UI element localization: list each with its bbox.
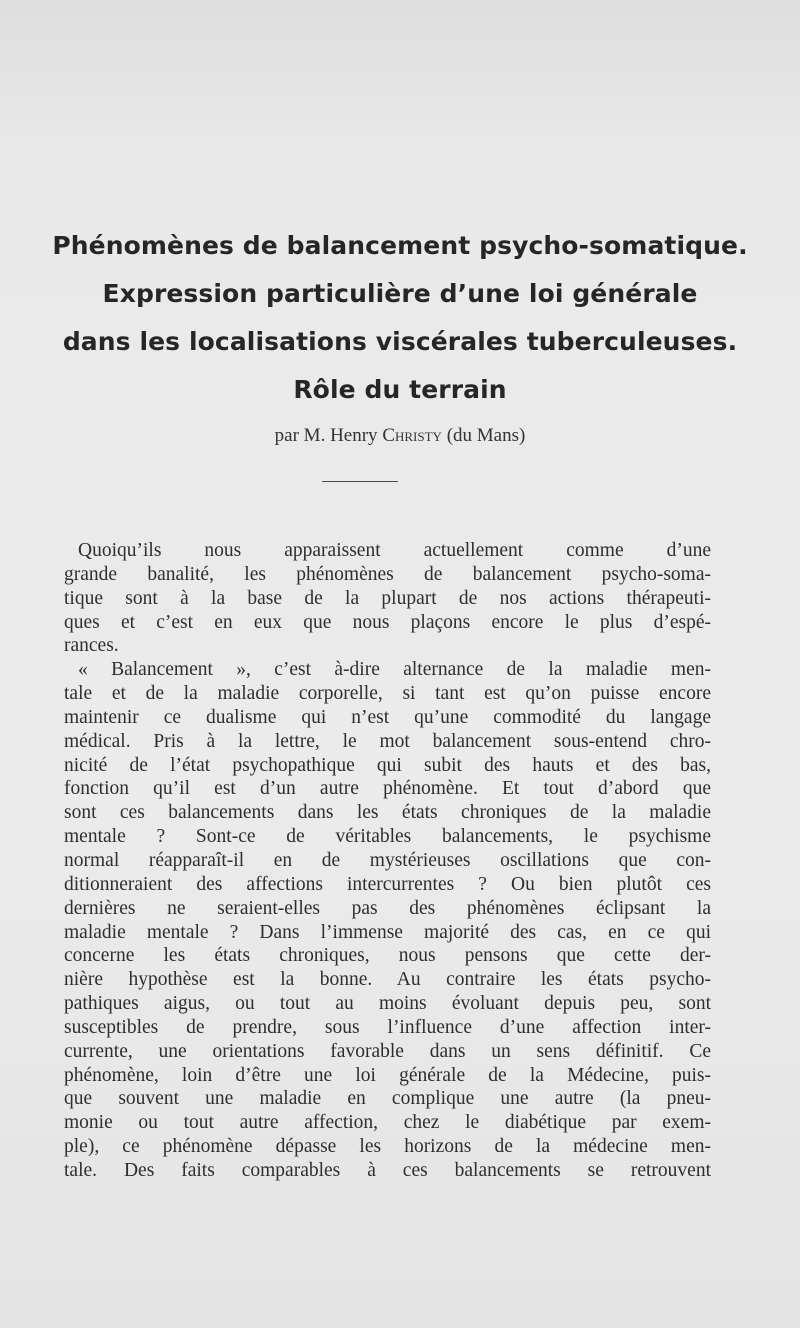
- text-line: que souvent une maladie en complique une autre (la pneu-: [64, 1088, 711, 1110]
- text-line: susceptibles de prendre, sous l’influence d’une affection inter-: [64, 1016, 711, 1038]
- article-body: [64, 539, 711, 1183]
- paragraph: [64, 658, 711, 1183]
- text-line: maintenir ce dualisme qui n’est qu’une commodité du langage: [64, 706, 711, 728]
- title-divider: [322, 481, 398, 482]
- text-line: médical. Pris à la lettre, le mot balancement sous-entend chro-: [64, 730, 711, 752]
- text-line: tale. Des faits comparables à ces balancements se retrouvent: [64, 1159, 711, 1181]
- title-line-1: Phénomènes de balancement psycho-somatique.: [52, 231, 748, 260]
- article-title: [40, 222, 760, 414]
- text-line: maladie mentale ? Dans l’immense majorité des cas, en ce qui: [64, 921, 711, 943]
- text-line: monie ou tout autre affection, chez le diabétique par exem-: [64, 1112, 711, 1134]
- text-line: sont ces balancements dans les états chroniques de la maladie: [64, 802, 711, 824]
- text-line: dernières ne seraient-elles pas des phénomènes éclipsant la: [64, 897, 711, 919]
- text-line: Quoiqu’ils nous apparaissent actuellement comme d’une: [78, 540, 711, 561]
- text-line: ple), ce phénomène dépasse les horizons de la médecine men-: [64, 1136, 711, 1158]
- text-line: tique sont à la base de la plupart de nos actions thérapeuti-: [64, 587, 711, 609]
- text-line: rances.: [64, 635, 119, 657]
- text-line: mentale ? Sont-ce de véritables balancements, le psychisme: [64, 826, 711, 848]
- byline-prefix: par M. Henry: [274, 425, 383, 446]
- title-line-3: dans les localisations viscérales tuberculeuses.: [62, 327, 738, 356]
- title-line-4: Rôle du terrain: [293, 375, 507, 404]
- text-line: « Balancement », c’est à-dire alternance de la maladie men-: [78, 659, 711, 681]
- text-line: concerne les états chroniques, nous pensons que cette der-: [64, 945, 711, 967]
- text-line: grande banalité, les phénomènes de balancement psycho-soma-: [64, 563, 711, 585]
- paragraph: [64, 539, 711, 658]
- text-line: tale et de la maladie corporelle, si tant est qu’on puisse encore: [64, 683, 711, 705]
- text-line: nicité de l’état psychopathique qui subit des hauts et des bas,: [64, 754, 711, 776]
- text-line: phénomène, loin d’être une loi générale de la Médecine, puis-: [64, 1064, 711, 1086]
- author-byline: [40, 423, 760, 449]
- text-line: currente, une orientations favorable dans un sens définitif. Ce: [64, 1040, 711, 1062]
- text-line: nière hypothèse est la bonne. Au contraire les états psycho-: [64, 969, 711, 991]
- text-line: ques et c’est en eux que nous plaçons encore le plus d’espé-: [64, 611, 711, 633]
- text-line: normal réapparaît-il en de mystérieuses oscillations que con-: [64, 849, 711, 871]
- text-line: ditionneraient des affections intercurrentes ? Ou bien plutôt ces: [64, 873, 711, 895]
- author-surname: Christy: [382, 425, 442, 446]
- title-line-2: Expression particulière d’une loi générale: [102, 279, 698, 308]
- text-line: pathiques aigus, ou tout au moins évoluant depuis peu, sont: [64, 993, 711, 1015]
- text-line: fonction qu’il est d’un autre phénomène. Et tout d’abord que: [64, 778, 711, 800]
- byline-suffix: (du Mans): [441, 425, 526, 446]
